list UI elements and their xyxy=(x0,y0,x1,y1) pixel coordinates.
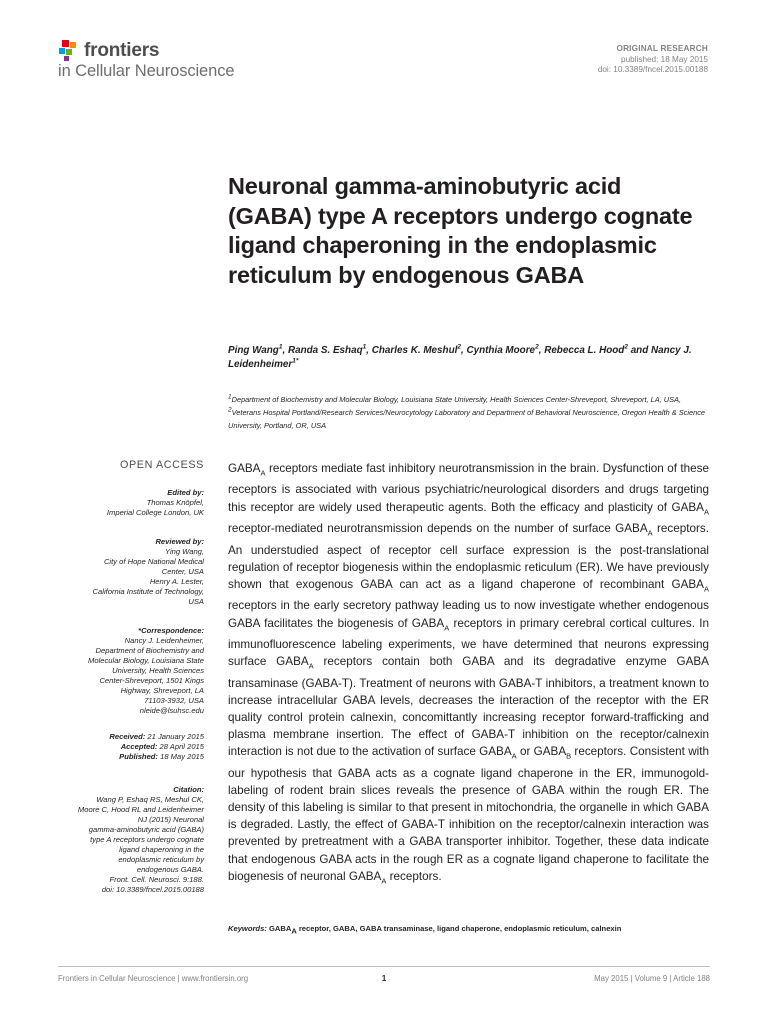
author-name: Charles K. Meshul xyxy=(371,345,458,356)
journal-name: in Cellular Neuroscience xyxy=(58,62,235,80)
article-type: ORIGINAL RESEARCH xyxy=(616,44,708,53)
sidebar-line: nleide@lsuhsc.edu xyxy=(139,706,204,715)
author-affiliation-mark: 2 xyxy=(535,343,539,351)
sidebar-line: gamma-aminobutyric acid (GABA) xyxy=(88,825,204,834)
sidebar-line: Highway, Shreveport, LA xyxy=(120,686,204,695)
frontiers-logo-icon xyxy=(58,38,82,62)
sidebar-line: NJ (2015) Neuronal xyxy=(137,815,204,824)
received-label: Received: xyxy=(109,732,146,741)
author-affiliation-mark: 2 xyxy=(624,343,628,351)
keywords: Keywords: $GABA_A$ receptor, GABA, GABA transaminase, ligand chaperone, endoplasmic reticulum, calnexin xyxy=(228,924,622,936)
sidebar-line: Molecular Biology, Louisiana State xyxy=(88,656,204,665)
edited-by xyxy=(58,498,204,518)
sidebar-line: 71103-3932, USA xyxy=(144,696,204,705)
author-affiliation-mark: 1 xyxy=(278,343,283,351)
affiliation-mark: 2 xyxy=(228,406,232,414)
sidebar-line: Center, USA xyxy=(161,567,204,576)
sidebar-line: Thomas Knöpfel, xyxy=(146,498,204,507)
affiliation-1: Department of Biochemistry and Molecular Biology, Louisiana State University, Health Sciences Center-Shreveport, Shreveport, LA, USA, xyxy=(231,395,682,404)
sidebar-line: Front. Cell. Neurosci. 9:188. xyxy=(109,875,204,884)
correspondence xyxy=(58,636,204,716)
article-title: Neuronal gamma-aminobutyric acid (GABA) type A receptors undergo cognate ligand chaperoning in the endoplasmic reticulum by endogenous GABA xyxy=(228,173,693,288)
edited-by-label: Edited by: xyxy=(167,488,204,497)
sidebar-line: USA xyxy=(188,597,204,606)
affiliation-mark: 1 xyxy=(228,393,232,401)
received-value: 21 January 2015 xyxy=(147,732,204,741)
sidebar-line: Ying Wang, xyxy=(165,547,204,556)
brand-name: frontiers xyxy=(84,40,160,61)
published-date: published: 18 May 2015 xyxy=(621,54,708,64)
affiliations xyxy=(228,393,708,432)
citation xyxy=(58,795,204,895)
sidebar-line: Nancy J. Leidenheimer, xyxy=(124,636,204,645)
sidebar xyxy=(58,460,204,895)
sidebar-line: California Institute of Technology, xyxy=(92,587,204,596)
sidebar-line: type A receptors undergo cognate xyxy=(90,835,204,844)
author-name: Cynthia Moore xyxy=(466,345,536,356)
reviewed-by xyxy=(58,547,204,607)
sidebar-line: Wang P, Eshaq RS, Meshul CK, xyxy=(96,795,204,804)
sidebar-line: Center-Shreveport, 1501 Kings xyxy=(99,676,204,685)
article-doi: doi: 10.3389/fncel.2015.00188 xyxy=(597,65,708,74)
published-date-sidebar xyxy=(58,752,204,762)
citation-label: Citation: xyxy=(173,785,204,794)
sidebar-line: University, Health Sciences xyxy=(112,666,204,675)
author-name: Randa S. Eshaq xyxy=(287,345,363,356)
author-affiliation-mark: 2 xyxy=(457,343,461,351)
author-list: Ping Wang$^1$, Randa S. Eshaq$^1$, Charles K. Meshul$^2$, Cynthia Moore$^2$, Rebecca L. Hood$^2$ and Nancy J. Leidenheimer$^{1*}$ xyxy=(228,343,692,370)
author-affiliation-mark: 1 xyxy=(362,343,367,351)
sidebar-line: endogenous GABA. xyxy=(136,865,204,874)
author-name: and Nancy J. Leidenheimer xyxy=(228,345,692,370)
author-affiliation-mark: 1* xyxy=(292,357,299,365)
accepted-date xyxy=(58,742,204,752)
author-name: Rebecca L. Hood xyxy=(544,345,625,356)
sidebar-line: Imperial College London, UK xyxy=(106,508,204,517)
sidebar-line: doi: 10.3389/fncel.2015.00188 xyxy=(101,885,204,894)
sidebar-line: ligand chaperoning in the xyxy=(119,845,204,854)
abstract: $GABA_A$ receptors mediate fast inhibitory neurotransmission in the brain. Dysfunction of these receptors is associated with various psychiatric/neurological disorders and drugs targeting this receptor are widely used therapeutic agents. Both the efficacy and plasticity of $GABA_A$ receptor-mediated neurotransmission depends on the number of surface $GABA_A$ receptors. An understudied aspect of receptor cell surface expression is the post-translational regulation of receptor biogenesis within the endoplasmic reticulum (ER). We have previously shown that exogenous GABA can act as a ligand chaperone of recombinant $GABA_A$ receptors in the early secretory pathway leading us to now investigate whether endogenous GABA facilitates the biogenesis of $GABA_A$ receptors in primary cerebral cortical cultures. In immunofluorescence labeling experiments, we have determined that neurons expressing surface $GABA_A$ receptors contain both GABA and its degradative enzyme GABA transaminase (GABA-T). Treatment of neurons with GABA-T inhibitors, a treatment known to increase intracellular GABA levels, decreases the interaction of the receptor with the ER quality control protein calnexin, concomittantly increasing receptor forward-trafficking and plasma membrane insertion. The effect of GABA-T inhibition on the receptor/calnexin interaction is not due to the activation of surface $GABA_A$ or $GABA_B$ receptors. Consistent with our hypothesis that GABA acts as a cognate ligand chaperone in the ER, immunogold-labeling of rodent brain slices reveals the presence of GABA within the rough ER. The density of this labeling is similar to that present in mitochondria, the organelle in which GABA is degraded. Lastly, the effect of GABA-T inhibition on the receptor/calnexin interaction was prevented by pretreatment with a GABA transporter inhibitor. Together, these data indicate that endogenous GABA acts in the rough ER as a cognate ligand chaperone to facilitate the biogenesis of neuronal $GABA_A$ receptors. xyxy=(228,462,710,886)
sidebar-line: City of Hope National Medical xyxy=(103,557,204,566)
sidebar-line: Henry A. Lester, xyxy=(149,577,204,586)
sidebar-line: Moore C, Hood RL and Leidenheimer xyxy=(77,805,204,814)
article-meta xyxy=(598,44,708,76)
footer-divider xyxy=(58,966,710,967)
footer-journal-link[interactable]: Frontiers in Cellular Neuroscience | www.frontiersin.org xyxy=(58,974,249,983)
accepted-value: 28 April 2015 xyxy=(159,742,204,751)
page-number: 1 xyxy=(381,974,387,983)
published-label: Published: xyxy=(119,752,158,761)
affiliation-2: Veterans Hospital Portland/Research Services/Neurocytology Laboratory and Department of Behavioral Neuroscience, Oregon Health & Science University, Portland, OR, USA xyxy=(228,408,706,430)
correspondence-label: *Correspondence: xyxy=(138,626,204,635)
keywords-label: Keywords: xyxy=(228,924,267,933)
reviewed-by-label: Reviewed by: xyxy=(155,537,204,546)
received-date xyxy=(58,732,204,742)
sidebar-line: Department of Biochemistry and xyxy=(95,646,204,655)
sidebar-line: endoplasmic reticulum by xyxy=(118,855,204,864)
published-value: 18 May 2015 xyxy=(160,752,204,761)
open-access-label: OPEN ACCESS xyxy=(119,459,204,471)
footer-issue-info: May 2015 | Volume 9 | Article 188 xyxy=(594,974,710,983)
accepted-label: Accepted: xyxy=(120,742,158,751)
author-name: Ping Wang xyxy=(228,345,279,356)
